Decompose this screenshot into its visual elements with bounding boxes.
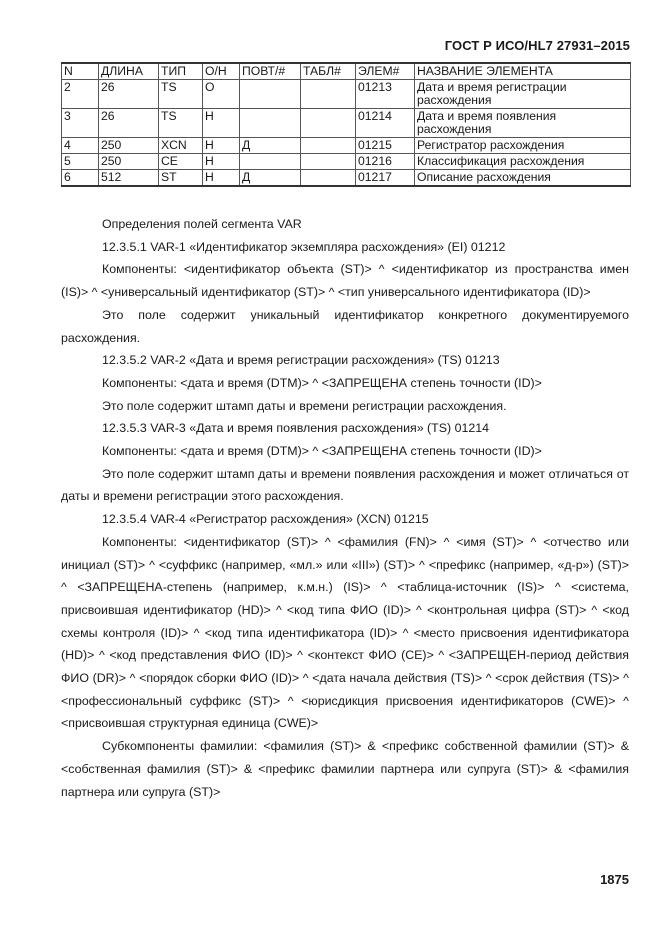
document-body	[61, 213, 629, 803]
table-cell: 01213	[356, 80, 415, 109]
table-cell: Классификация расхождения	[415, 154, 631, 170]
table-cell: TS	[159, 109, 203, 138]
table-cell: 250	[99, 154, 159, 170]
field-heading: 12.3.5.2 VAR-2 «Дата и время регистрации расхождения» (TS) 01213	[102, 353, 500, 368]
table-cell: 26	[99, 80, 159, 109]
table-row	[62, 138, 631, 154]
table-cell: XCN	[159, 138, 203, 154]
table-cell: TS	[159, 80, 203, 109]
column-header: ТАБЛ#	[301, 63, 356, 80]
table-cell	[240, 154, 301, 170]
table-cell: 26	[99, 109, 159, 138]
components-paragraph: Компоненты: <идентификатор объекта (ST)> ^ <идентификатор из пространства имен (IS)> ^ <универсальный идентификатор (ST)> ^ <тип универсального идентификатора (ID)>	[61, 262, 629, 300]
column-header: ДЛИНА	[99, 63, 159, 80]
table-cell: Д	[240, 170, 301, 187]
description-paragraph: Это поле содержит уникальный идентификатор конкретного документируемого расхождения.	[61, 307, 629, 345]
table-row	[62, 154, 631, 170]
table-cell	[240, 109, 301, 138]
table-cell: 512	[99, 170, 159, 187]
table-cell: 2	[62, 80, 99, 109]
table-cell: CE	[159, 154, 203, 170]
table-cell: 5	[62, 154, 99, 170]
field-heading: 12.3.5.4 VAR-4 «Регистратор расхождения» (XCN) 01215	[102, 512, 429, 527]
table-cell: 01216	[356, 154, 415, 170]
column-header: N	[62, 63, 99, 80]
table-cell: ST	[159, 170, 203, 187]
column-header: ТИП	[159, 63, 203, 80]
column-header: НАЗВАНИЕ ЭЛЕМЕНТА	[415, 63, 631, 80]
table-cell	[301, 170, 356, 187]
section-intro: Определения полей сегмента VAR	[102, 217, 302, 231]
table-header-row	[62, 63, 631, 80]
table-cell: Н	[203, 109, 240, 138]
table-cell: 4	[62, 138, 99, 154]
components-paragraph: Компоненты: <дата и время (DTM)> ^ <ЗАПРЕЩЕНА степень точности (ID)>	[102, 444, 542, 459]
page-number: 1875	[600, 872, 629, 887]
table-cell: 01214	[356, 109, 415, 138]
segment-fields-table	[61, 62, 631, 187]
table-cell	[301, 154, 356, 170]
table-row	[62, 80, 631, 109]
table-cell: 3	[62, 109, 99, 138]
field-heading: 12.3.5.3 VAR-3 «Дата и время появления расхождения» (TS) 01214	[102, 421, 490, 436]
table-cell: Дата и время регистрации расхождения	[415, 80, 631, 109]
table-cell: 6	[62, 170, 99, 187]
components-paragraph: Компоненты: <идентификатор (ST)> ^ <фамилия (FN)> ^ <имя (ST)> ^ <отчество или инициал (ST)> ^ <суффикс (например, «мл.» или «III») (ST)> ^ <префикс (например, «д-р») (ST)> ^ <ЗАПРЕЩЕНА-степень (например, к.м.н.) (IS)> ^ <таблица-источник (IS)> ^ <система, присвоившая идентификатор (HD)> ^ <код типа ФИО (ID)> ^ <контрольная цифра (ST)> ^ <код схемы контроля (ID)> ^ <код типа идентификатора (ID)> ^ <место присвоения идентификатора (HD)> ^ <код представления ФИО (ID)> ^ <контекст ФИО (CE)> ^ <ЗАПРЕЩЕН-период действия ФИО (DR)> ^ <порядок сборки ФИО (ID)> ^ <дата начала действия (TS)> ^ <срок действия (TS)> ^ <профессиональный суффикс (ST)> ^ <юрисдикция присвоения идентификаторов (CWE)> ^ <присвоившая структурная единица (CWE)>	[61, 534, 629, 731]
column-header: ПОВТ/#	[240, 63, 301, 80]
table-cell	[301, 80, 356, 109]
table-cell: Дата и время появления расхождения	[415, 109, 631, 138]
table-cell: Н	[203, 138, 240, 154]
column-header: О/Н	[203, 63, 240, 80]
document-header: ГОСТ Р ИСО/HL7 27931–2015	[444, 38, 630, 53]
column-header: ЭЛЕМ#	[356, 63, 415, 80]
description-paragraph: Это поле содержит штамп даты и времени появления расхождения и может отличаться от даты и времени регистрации этого расхождения.	[61, 466, 629, 504]
table-cell	[240, 80, 301, 109]
table-cell	[301, 138, 356, 154]
table-cell: Описание расхождения	[415, 170, 631, 187]
table-cell	[301, 109, 356, 138]
table-row	[62, 170, 631, 187]
table-cell: Н	[203, 154, 240, 170]
table-cell: 250	[99, 138, 159, 154]
table-row	[62, 109, 631, 138]
table-cell: Н	[203, 170, 240, 187]
table-cell: Регистратор расхождения	[415, 138, 631, 154]
table-cell: 01215	[356, 138, 415, 154]
subcomponents-paragraph: Субкомпоненты фамилии: <фамилия (ST)> & <префикс собственной фамилии (ST)> & <собственная фамилия (ST)> & <префикс фамилии партнера или супруга (ST)> & <фамилия партнера или супруга (ST)>	[61, 739, 629, 799]
table-cell: О	[203, 80, 240, 109]
description-paragraph: Это поле содержит штамп даты и времени регистрации расхождения.	[102, 398, 507, 413]
field-heading: 12.3.5.1 VAR-1 «Идентификатор экземпляра расхождения» (EI) 01212	[102, 239, 506, 254]
table-cell: Д	[240, 138, 301, 154]
components-paragraph: Компоненты: <дата и время (DTM)> ^ <ЗАПРЕЩЕНА степень точности (ID)>	[102, 375, 542, 390]
table-cell: 01217	[356, 170, 415, 187]
